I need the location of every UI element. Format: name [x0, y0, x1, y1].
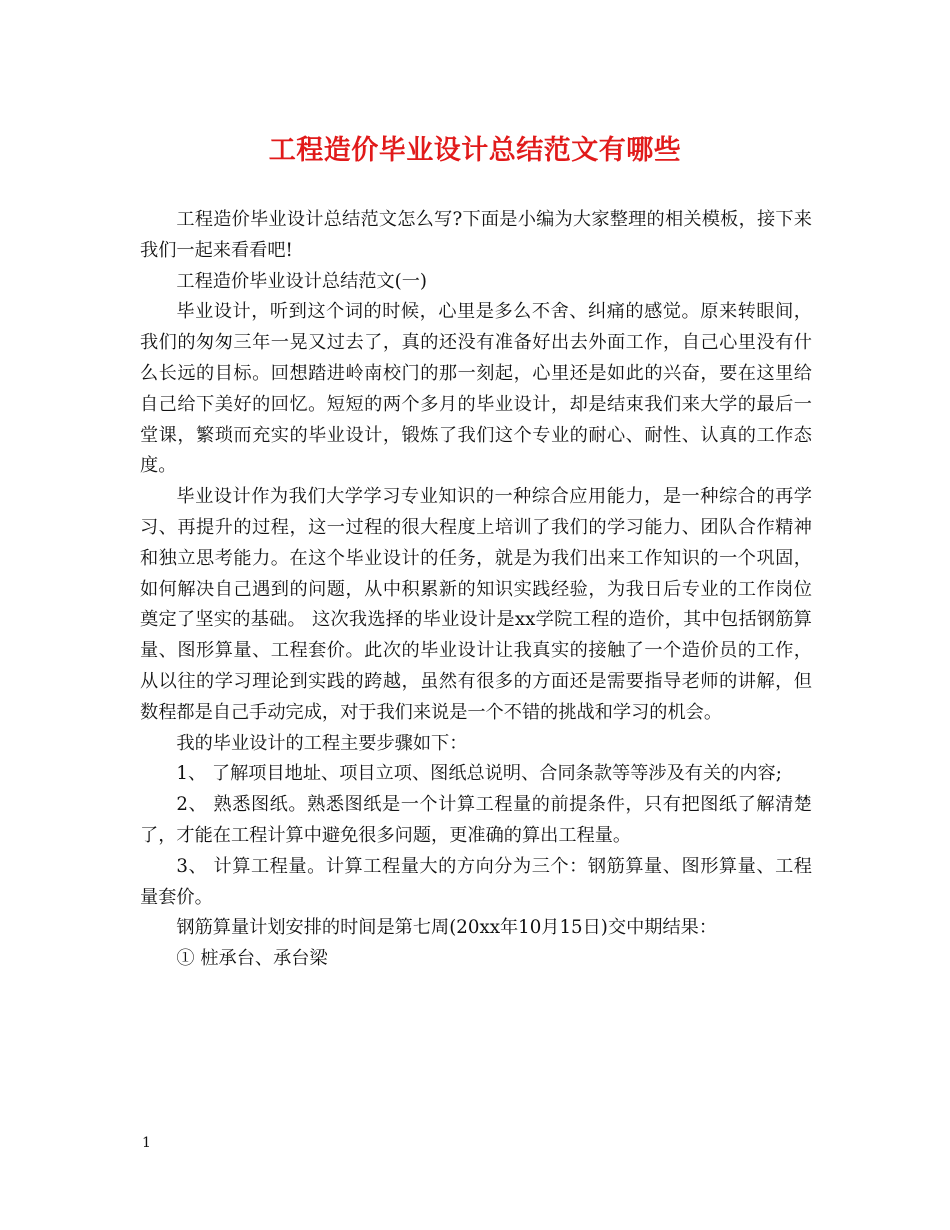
paragraph: 毕业设计作为我们大学学习专业知识的一种综合应用能力，是一种综合的再学习、再提升的过程，这一过程的很大程度上培训了我们的学习能力、团队合作精神和独立思考能力。在这个毕业设计的任务，就是为我们出来工作知识的一个巩固，如何解决自己遇到的问题，从中积累新的知识实践经验，为我日后专业的工作岗位奠定了坚实的基础。 这次我选择的毕业设计是xx学院工程的造价，其中包括钢筋算量、图形算量、工程套价。此次的毕业设计让我真实的接触了一个造价员的工作，从以往的学习理论到实践的跨越，虽然有很多的方面还是需要指导老师的讲解，但数程都是自己手动完成，对于我们来说是一个不错的挑战和学习的机会。 [140, 486, 812, 723]
document-body [140, 205, 812, 975]
paragraph-section-heading: 工程造价毕业设计总结范文(一) [176, 270, 428, 292]
list-item: ① 桩承台、承台梁 [176, 948, 328, 970]
list-item: 3、 计算工程量。计算工程量大的方向分为三个：钢筋算量、图形算量、工程量套价。 [140, 855, 812, 908]
paragraph: 钢筋算量计划安排的时间是第七周(20xx年10月15日)交中期结果： [176, 917, 718, 939]
document-title: 工程造价毕业设计总结范文有哪些 [268, 135, 682, 166]
list-item: 1、 了解项目地址、项目立项、图纸总说明、合同条款等等涉及有关的内容; [176, 763, 782, 785]
paragraph: 我的毕业设计的工程主要步骤如下： [176, 732, 468, 754]
paragraph-intro: 工程造价毕业设计总结范文怎么写?下面是小编为大家整理的相关模板，接下来我们一起来看看吧! [140, 209, 812, 261]
list-item: 2、 熟悉图纸。熟悉图纸是一个计算工程量的前提条件，只有把图纸了解清楚了，才能在工程计算中避免很多问题，更准确的算出工程量。 [140, 794, 812, 846]
paragraph: 毕业设计，听到这个词的时候，心里是多么不舍、纠痛的感觉。原来转眼间，我们的匆匆三年一晃又过去了，真的还没有准备好出去外面工作，自己心里没有什么长远的目标。回想踏进岭南校门的那一刻起，心里还是如此的兴奋，要在这里给自己给下美好的回忆。短短的两个多月的毕业设计，却是结束我们来大学的最后一堂课，繁琐而充实的毕业设计，锻炼了我们这个专业的耐心、耐性、认真的工作态度。 [140, 301, 812, 477]
page-number: 1 [142, 1135, 151, 1151]
